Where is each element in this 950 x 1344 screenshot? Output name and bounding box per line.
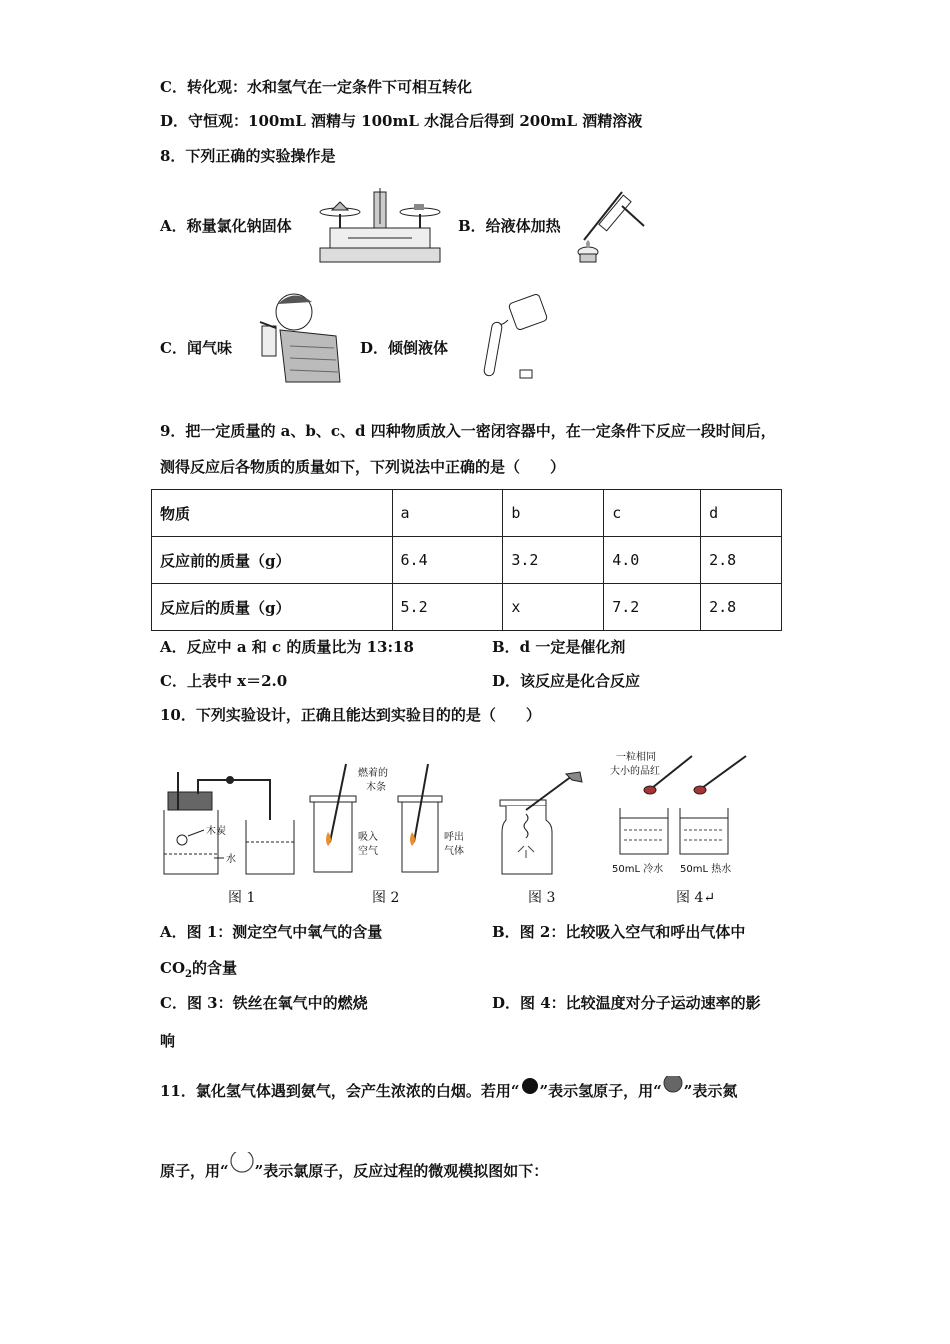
q8-stem: 8．下列正确的实验操作是 — [160, 147, 336, 165]
mass-table — [151, 489, 782, 631]
q11-line-1-part-1: 11．氯化氢气体遇到氨气，会产生浓浓的白烟。若用“ — [160, 1082, 520, 1100]
co2-subscript: 2 — [185, 969, 192, 980]
pouring-liquid-figure — [468, 292, 550, 384]
table-cell: 3.2 — [503, 537, 604, 584]
table-header-cell: a — [392, 490, 503, 537]
figure-1-caption: 图 1 — [228, 890, 256, 906]
table-header-cell: c — [604, 490, 701, 537]
figure-2-label-burning-1: 燃着的 — [358, 768, 388, 779]
q9-stem-line-2: 测得反应后各物质的质量如下，下列说法中正确的是（ ） — [160, 458, 566, 476]
q9-option-d: D．该反应是化合反应 — [492, 672, 641, 690]
table-cell: x — [503, 584, 604, 631]
figure-2-breath-comparison — [306, 762, 476, 882]
q11-line-2 — [160, 1152, 548, 1181]
balance-scale-figure — [318, 184, 442, 266]
figure-1-label-carbon: 木炭 — [206, 826, 226, 837]
figure-2-caption: 图 2 — [372, 890, 400, 906]
q10-option-d-continued: 响 — [160, 1032, 176, 1050]
figure-1-label-water: 水 — [226, 854, 236, 865]
table-header-cell: 物质 — [152, 490, 393, 537]
figure-4-molecule-motion — [606, 748, 756, 880]
figure-4-label-hot: 50mL 热水 — [680, 864, 732, 875]
q10-option-b: B．图 2：比较吸入空气和呼出气体中 — [492, 923, 746, 941]
table-cell: 反应后的质量（g） — [152, 584, 393, 631]
table-header-row — [152, 490, 782, 537]
figure-2-label-burning-2: 木条 — [366, 782, 386, 793]
q11-line-2-part-1: 原子，用“ — [160, 1162, 229, 1180]
heating-liquid-figure — [570, 186, 650, 266]
figure-4-caption: 图 4↵ — [676, 890, 716, 906]
smelling-gas-figure — [250, 286, 346, 384]
figure-2-label-inhaled-2: 空气 — [358, 846, 378, 857]
figure-4-label-1: 一粒相同 — [616, 752, 656, 763]
figure-3-caption: 图 3 — [528, 890, 556, 906]
q11-line-1-part-2: ”表示氢原子，用“ — [539, 1082, 662, 1100]
q9-option-b: B．d 一定是催化剂 — [492, 638, 626, 656]
table-cell: 2.8 — [701, 584, 782, 631]
q10-stem: 10．下列实验设计，正确且能达到实验目的的是（ ） — [160, 706, 541, 724]
table-header-cell: b — [503, 490, 604, 537]
table-row — [152, 537, 782, 584]
table-header-cell: d — [701, 490, 782, 537]
hydrogen-atom-icon — [520, 1078, 540, 1098]
table-row — [152, 584, 782, 631]
figure-1-oxygen-apparatus — [158, 770, 298, 880]
figure-3-iron-wire-combustion — [496, 770, 596, 880]
chlorine-atom-icon — [229, 1152, 255, 1178]
q9-stem-line-1: 9．把一定质量的 a、b、c、d 四种物质放入一密闭容器中，在一定条件下反应一段时间后， — [160, 422, 776, 440]
q8-option-d: D．倾倒液体 — [360, 339, 449, 357]
q7-option-c: C．转化观：水和氢气在一定条件下可相互转化 — [160, 78, 472, 96]
co2-formula: CO — [160, 959, 186, 977]
q9-option-c: C．上表中 x＝2.0 — [160, 672, 288, 690]
figure-2-label-exhaled-2: 气体 — [444, 846, 464, 857]
table-cell: 2.8 — [701, 537, 782, 584]
q7-option-d: D．守恒观：100mL 酒精与 100mL 水混合后得到 200mL 酒精溶液 — [160, 112, 643, 130]
q8-option-a: A．称量氯化钠固体 — [160, 217, 292, 235]
q11-line-2-part-2: ”表示氯原子，反应过程的微观模拟图如下： — [254, 1162, 549, 1180]
q10-option-b-continued — [160, 958, 237, 985]
q9-option-a: A．反应中 a 和 c 的质量比为 13:18 — [160, 638, 414, 656]
table-cell: 4.0 — [604, 537, 701, 584]
q8-option-b: B．给液体加热 — [458, 217, 561, 235]
figure-2-label-inhaled-1: 吸入 — [358, 832, 378, 843]
table-cell: 6.4 — [392, 537, 503, 584]
q10-option-a: A．图 1：测定空气中氧气的含量 — [160, 923, 383, 941]
q8-option-c: C．闻气味 — [160, 339, 232, 357]
table-cell: 7.2 — [604, 584, 701, 631]
figure-4-label-2: 大小的品红 — [610, 766, 660, 777]
q10-option-d: D．图 4：比较温度对分子运动速率的影 — [492, 994, 761, 1012]
q11-line-1-part-3: ”表示氮 — [683, 1082, 738, 1100]
q11-line-1 — [160, 1076, 737, 1101]
q10-option-c: C．图 3：铁丝在氧气中的燃烧 — [160, 994, 368, 1012]
table-cell: 5.2 — [392, 584, 503, 631]
table-cell: 反应前的质量（g） — [152, 537, 393, 584]
figure-4-label-cold: 50mL 冷水 — [612, 864, 664, 875]
nitrogen-atom-icon — [662, 1076, 684, 1098]
co2-content-text: 的含量 — [191, 959, 237, 977]
figure-2-label-exhaled-1: 呼出 — [444, 832, 464, 843]
